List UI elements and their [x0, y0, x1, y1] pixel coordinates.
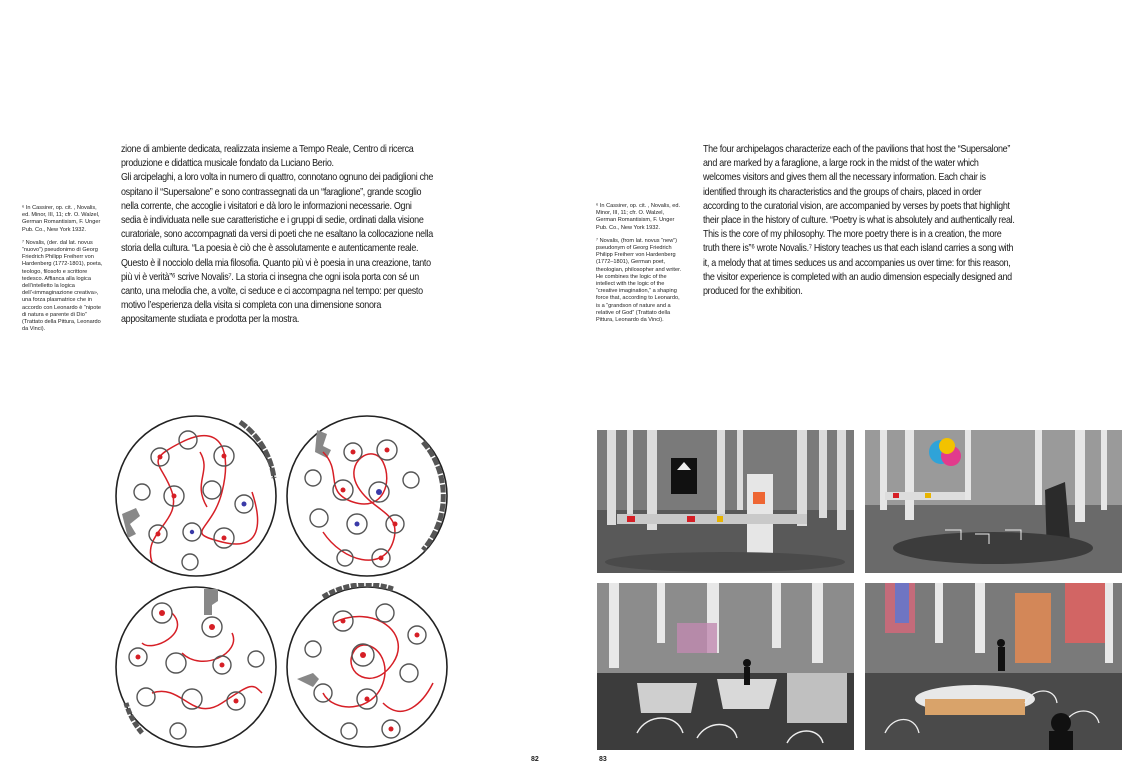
floor-plan-4: [283, 583, 451, 751]
right-page-number: 83: [599, 756, 607, 763]
right-body-text: [703, 143, 1018, 299]
floor-plan-2: [283, 412, 451, 580]
exhibition-photo-4: [865, 583, 1122, 750]
left-page-number: 82: [531, 756, 539, 763]
floor-plan-1: [112, 412, 280, 580]
exhibition-photo-2: [865, 430, 1122, 573]
left-paragraph-2: Gli arcipelaghi, a loro volta in numero di quattro, connotano ognuno dei padiglioni che ospitano il “Supersalone” e sono contrassegnati da un “faraglione”, grande scoglio nella corrente, che accoglie i visitatori e dà loro le informazioni necessarie. Ogni sedia è individuata nelle sue caratteristiche e i gruppi di sedie, ordinati dalla visione curatoriale, sono accompagnati da versi di poeti che ne esaltano la collocazione nella storia della cultura. “La poesia è ciò che è assolutamente e autenticamente reale. Questo è il nocciolo della mia filosofia. Quanto più vi è poesia in una creazione, tanto più vi è verità”⁶ scrive Novalis⁷. La storia ci insegna che ogni isola porta con sé un canto, una melodia che, a volte, ci seduce e ci accompagna nel tempo: per questo motivo l’esperienza della visita si completa con una dimensione sonora appositamente studiata e prodotta per la mostra.: [121, 172, 434, 326]
left-footnotes: [22, 205, 104, 339]
exhibition-photo-3: [597, 583, 854, 750]
right-footnotes: [596, 203, 684, 330]
right-page: [569, 0, 1138, 783]
left-footnote-7: ⁷ Novalis, (der. dal lat. novus “nuovo”) pseudonimo di Georg Friedrich Philipp Freiherr von Hardenberg (1772-1801), poeta, teologo, filosofo e scrittore tedesco. Affianca alla logica dell’intelletto la logica dell’«immaginazione creativa», una forza plasmatrice che in accordo con Leonardo è “nipote di natura e parente di Dio” (Trattato della Pittura, Leonardo da Vinci).: [22, 239, 103, 333]
floor-plan-3: [112, 583, 280, 751]
left-body-text: [121, 143, 433, 328]
left-footnote-6: ⁶ In Cassirer, op. cit. , Novalis, ed. Minor, III, 11; cfr. O. Walzel, German Romantisism, F. Unger Pub. Co., New York 1932.: [22, 205, 101, 233]
left-paragraph-1: zione di ambiente dedicata, realizzata insieme a Tempo Reale, Centro di ricerca produzione e didattica musicale fondato da Luciano Berio.: [121, 144, 414, 170]
exhibition-photo-1: [597, 430, 854, 573]
right-footnote-6: ⁶ In Cassirer, op. cit. , Novalis, ed. Minor, III, 11; cfr. O. Walzel, German Romantisism, F. Unger Pub. Co., New York 1932.: [596, 203, 681, 231]
right-footnote-7: ⁷ Novalis, (from lat. novus “new”) pseudonym of Georg Friedrich Philipp Freiherr von Hardenberg (1772–1801), German poet, theologian, philosopher and writer. He combines the logic of the intellect with the logic of the “creative imagination,” a shaping force that, according to Leonardo, is a “grandson of nature and a relative of God” (Trattato della Pittura, Leonardo da Vinci).: [596, 237, 682, 324]
right-paragraph-1: The four archipelagos characterize each of the pavilions that host the “Supersalone” and are marked by a faraglione, a large rock in the midst of the water which welcomes visitors and gives them all the necessary information. Each chair is identified through its characteristics and the groups of chairs, placed in order according to the curatorial vision, are accompanied by verses by poets that highlight their place in the history of culture. “Poetry is what is absolutely and authentically real. This is the core of my philosophy. The more poetry there is in a creation, the more truth there is”⁶ wrote Novalis.⁷ History teaches us that each island carries a song with it, a melody that at times seduces us and accompanies us over time: for this reason, the visitor experience is completed with an audio dimension especially designed and produced for the exhibition.: [703, 144, 1015, 298]
